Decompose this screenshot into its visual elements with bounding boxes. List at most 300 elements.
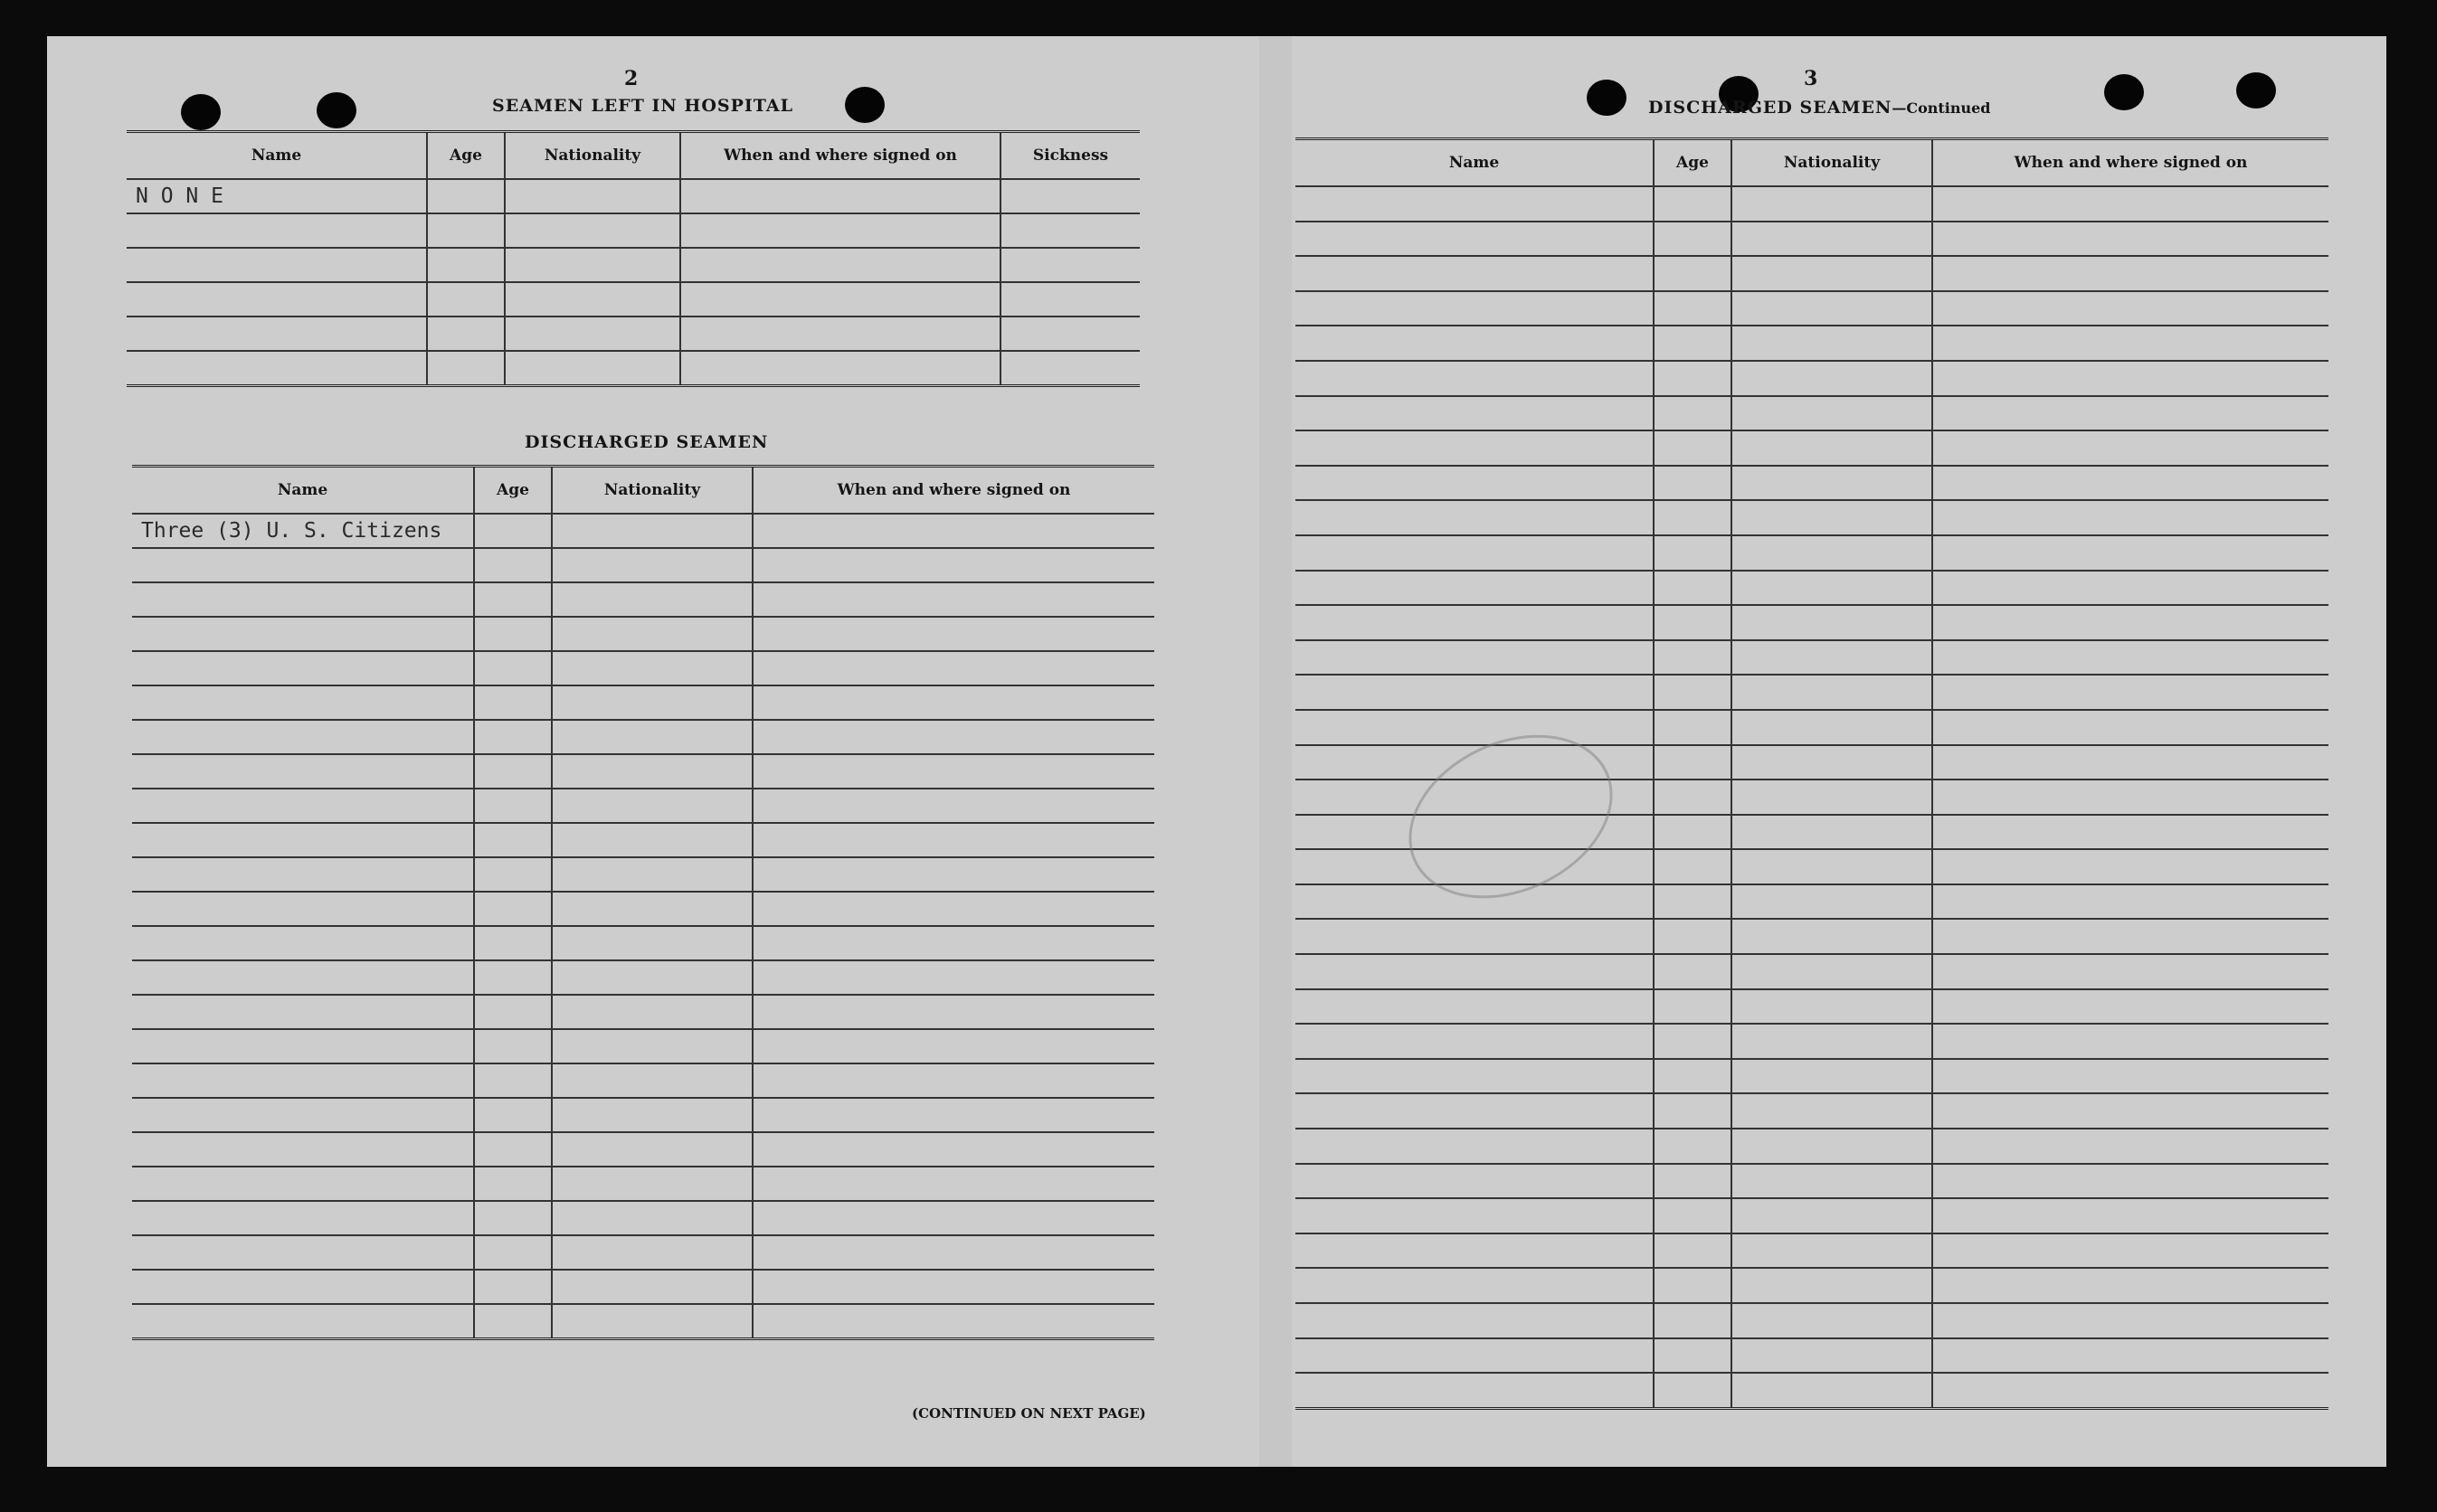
document-sheet xyxy=(47,36,2386,1467)
table-cell xyxy=(552,960,753,995)
table-cell xyxy=(1932,1024,2328,1059)
table-row xyxy=(1295,1303,2328,1338)
table-row xyxy=(1295,571,2328,606)
table-cell xyxy=(1731,919,1932,954)
table-row xyxy=(1295,186,2328,222)
table-row xyxy=(127,248,1140,282)
page-number-right: 3 xyxy=(1804,67,1818,90)
table-cell xyxy=(1932,186,2328,222)
table-cell xyxy=(1731,571,1932,606)
table-cell xyxy=(127,213,427,248)
table-cell xyxy=(1295,291,1654,326)
table-cell xyxy=(1295,919,1654,954)
table-cell xyxy=(753,960,1154,995)
punch-hole xyxy=(1587,80,1626,116)
table-cell: Three (3) U. S. Citizens xyxy=(132,514,474,548)
table-cell xyxy=(1932,1268,2328,1303)
table-cell xyxy=(132,960,474,995)
table-cell xyxy=(1731,605,1932,640)
table-cell xyxy=(552,548,753,582)
table-cell xyxy=(1654,361,1731,396)
table-cell xyxy=(552,1235,753,1270)
table-cell xyxy=(753,1270,1154,1304)
table-cell xyxy=(1731,222,1932,257)
table-cell xyxy=(1932,989,2328,1025)
table-row xyxy=(132,1167,1154,1201)
table-cell xyxy=(552,754,753,789)
table-row xyxy=(127,351,1140,386)
table-cell xyxy=(1731,326,1932,361)
table-row xyxy=(1295,640,2328,676)
table-cell xyxy=(1731,1059,1932,1094)
column-header: Name xyxy=(1295,139,1654,187)
table-cell xyxy=(1731,849,1932,884)
table-cell xyxy=(1731,675,1932,710)
table-cell xyxy=(552,1201,753,1235)
table-row xyxy=(1295,1268,2328,1303)
table-cell xyxy=(132,1029,474,1063)
table-cell xyxy=(1295,1093,1654,1129)
table-cell xyxy=(552,651,753,685)
discharged-section-title: DISCHARGED SEAMEN xyxy=(525,432,769,452)
table-cell xyxy=(1654,640,1731,676)
table-cell xyxy=(1731,466,1932,501)
table-cell xyxy=(680,179,1000,213)
table-cell xyxy=(1932,430,2328,466)
table-cell xyxy=(1731,1373,1932,1408)
table-cell xyxy=(753,789,1154,823)
table-cell xyxy=(1654,430,1731,466)
table-cell xyxy=(1731,500,1932,535)
table-cell xyxy=(1932,1338,2328,1374)
table-cell xyxy=(1932,361,2328,396)
table-cell xyxy=(1731,780,1932,815)
table-cell xyxy=(1295,675,1654,710)
table-cell xyxy=(1654,989,1731,1025)
table-cell xyxy=(552,1063,753,1098)
table-cell xyxy=(1654,571,1731,606)
column-header: Name xyxy=(132,467,474,515)
table-cell xyxy=(1932,1373,2328,1408)
table-cell xyxy=(753,754,1154,789)
table-row xyxy=(132,789,1154,823)
table-cell xyxy=(1731,989,1932,1025)
discharged-continued-main: DISCHARGED SEAMEN xyxy=(1648,98,1892,118)
table-cell xyxy=(474,1029,552,1063)
table-cell xyxy=(505,213,680,248)
table-cell xyxy=(1731,1303,1932,1338)
discharged-continued-title xyxy=(1648,98,1990,118)
table-cell xyxy=(1295,710,1654,745)
table-cell xyxy=(1932,640,2328,676)
table-cell xyxy=(1295,186,1654,222)
table-cell xyxy=(1932,256,2328,291)
table-cell xyxy=(1295,605,1654,640)
table-row xyxy=(132,1235,1154,1270)
table-cell xyxy=(1654,1338,1731,1374)
table-cell xyxy=(1932,396,2328,431)
table-cell xyxy=(1932,500,2328,535)
table-cell xyxy=(1731,256,1932,291)
table-row xyxy=(1295,291,2328,326)
punch-hole xyxy=(2236,72,2276,109)
table-row xyxy=(1295,396,2328,431)
table-row xyxy=(132,720,1154,754)
table-cell xyxy=(552,1304,753,1339)
table-row xyxy=(1295,1338,2328,1374)
table-cell xyxy=(753,857,1154,892)
table-row xyxy=(1295,675,2328,710)
table-row xyxy=(1295,466,2328,501)
column-header: Sickness xyxy=(1000,132,1140,180)
table-cell xyxy=(753,514,1154,548)
table-cell xyxy=(1295,466,1654,501)
table-cell xyxy=(1932,849,2328,884)
table-cell xyxy=(1295,1303,1654,1338)
table-cell xyxy=(753,617,1154,651)
table-cell xyxy=(1932,326,2328,361)
table-cell xyxy=(753,1235,1154,1270)
table-cell xyxy=(1295,1024,1654,1059)
table-cell xyxy=(132,582,474,617)
table-cell xyxy=(1654,1164,1731,1199)
table-cell xyxy=(427,351,505,386)
table-cell xyxy=(1654,1129,1731,1164)
table-row xyxy=(127,213,1140,248)
table-row xyxy=(132,754,1154,789)
table-cell xyxy=(753,720,1154,754)
table-row xyxy=(1295,1198,2328,1233)
table-cell xyxy=(753,1029,1154,1063)
table-cell xyxy=(1731,640,1932,676)
table-cell xyxy=(1731,186,1932,222)
table-cell xyxy=(474,995,552,1029)
table-cell xyxy=(132,789,474,823)
table-cell xyxy=(1654,675,1731,710)
column-header: When and where signed on xyxy=(680,132,1000,180)
table-row xyxy=(1295,535,2328,571)
table-cell xyxy=(1654,849,1731,884)
table-row xyxy=(127,317,1140,351)
table-cell xyxy=(1932,605,2328,640)
table-cell xyxy=(552,514,753,548)
table-row xyxy=(132,960,1154,995)
table-cell xyxy=(132,1098,474,1132)
table-cell xyxy=(132,926,474,960)
table-cell xyxy=(1295,1338,1654,1374)
table-cell xyxy=(1731,1338,1932,1374)
table-cell xyxy=(1000,179,1140,213)
table-cell xyxy=(1295,1164,1654,1199)
table-cell xyxy=(1731,1233,1932,1269)
table-row xyxy=(1295,430,2328,466)
table-cell xyxy=(1731,1164,1932,1199)
table-cell xyxy=(427,248,505,282)
table-cell xyxy=(753,548,1154,582)
table-cell xyxy=(552,1132,753,1167)
table-row xyxy=(1295,954,2328,989)
table-cell xyxy=(474,1098,552,1132)
table-cell xyxy=(1654,1093,1731,1129)
table-cell xyxy=(127,248,427,282)
table-cell xyxy=(474,617,552,651)
table-row xyxy=(127,179,1140,213)
table-row xyxy=(132,823,1154,857)
table-cell xyxy=(474,1201,552,1235)
table-cell xyxy=(552,1270,753,1304)
table-cell xyxy=(474,823,552,857)
table-cell xyxy=(753,582,1154,617)
table-cell xyxy=(127,351,427,386)
discharged-table xyxy=(132,465,1154,1340)
table-cell xyxy=(680,248,1000,282)
table-row xyxy=(1295,1024,2328,1059)
table-cell xyxy=(1731,815,1932,850)
table-cell xyxy=(552,617,753,651)
table-cell xyxy=(132,823,474,857)
table-cell xyxy=(1295,1059,1654,1094)
table-cell xyxy=(1654,326,1731,361)
table-cell xyxy=(1932,884,2328,920)
table-row xyxy=(1295,500,2328,535)
table-cell xyxy=(1295,640,1654,676)
table-cell xyxy=(753,1167,1154,1201)
table-cell xyxy=(1295,222,1654,257)
table-row xyxy=(132,582,1154,617)
table-row xyxy=(132,995,1154,1029)
table-cell xyxy=(1932,1303,2328,1338)
table-cell xyxy=(1932,466,2328,501)
table-cell xyxy=(132,548,474,582)
table-cell xyxy=(1654,780,1731,815)
table-cell xyxy=(680,282,1000,317)
table-row xyxy=(132,892,1154,926)
table-cell xyxy=(132,1167,474,1201)
table-cell xyxy=(1731,291,1932,326)
table-cell xyxy=(552,789,753,823)
table-cell xyxy=(552,892,753,926)
table-cell xyxy=(474,754,552,789)
table-cell xyxy=(505,317,680,351)
table-cell xyxy=(1295,1268,1654,1303)
table-cell xyxy=(127,317,427,351)
table-cell xyxy=(1654,1268,1731,1303)
discharged-continued-suffix: —Continued xyxy=(1892,99,1991,117)
table-cell xyxy=(474,892,552,926)
table-cell xyxy=(474,514,552,548)
table-cell xyxy=(1295,500,1654,535)
table-cell xyxy=(474,548,552,582)
table-cell xyxy=(474,1132,552,1167)
table-cell xyxy=(1654,396,1731,431)
table-cell xyxy=(753,1098,1154,1132)
table-row xyxy=(132,1098,1154,1132)
table-cell xyxy=(1000,282,1140,317)
page-gutter xyxy=(1259,36,1292,1467)
table-row xyxy=(1295,1373,2328,1408)
punch-hole xyxy=(2104,74,2144,110)
table-cell xyxy=(505,351,680,386)
table-row xyxy=(127,282,1140,317)
table-cell xyxy=(474,1063,552,1098)
table-cell xyxy=(1731,1198,1932,1233)
table-row xyxy=(132,1270,1154,1304)
table-cell xyxy=(1731,745,1932,780)
table-cell xyxy=(1731,1093,1932,1129)
table-cell xyxy=(1654,884,1731,920)
table-cell xyxy=(427,317,505,351)
table-cell xyxy=(753,685,1154,720)
table-row xyxy=(1295,1164,2328,1199)
table-cell xyxy=(1932,1093,2328,1129)
table-cell xyxy=(474,582,552,617)
table-row xyxy=(132,857,1154,892)
table-row xyxy=(132,514,1154,548)
table-cell xyxy=(132,720,474,754)
table-cell xyxy=(132,1201,474,1235)
table-cell xyxy=(474,720,552,754)
table-row xyxy=(132,926,1154,960)
table-cell xyxy=(1654,535,1731,571)
table-cell xyxy=(1932,1198,2328,1233)
table-row xyxy=(132,651,1154,685)
table-cell xyxy=(1932,780,2328,815)
column-header: Age xyxy=(474,467,552,515)
table-cell xyxy=(1000,213,1140,248)
table-cell xyxy=(1295,1198,1654,1233)
hospital-table xyxy=(127,130,1140,387)
table-cell xyxy=(1654,1024,1731,1059)
column-header: Nationality xyxy=(1731,139,1932,187)
table-cell xyxy=(1932,815,2328,850)
table-cell xyxy=(1654,1303,1731,1338)
table-cell xyxy=(132,995,474,1029)
table-cell xyxy=(552,582,753,617)
table-cell xyxy=(1731,430,1932,466)
table-row xyxy=(132,548,1154,582)
table-cell xyxy=(474,685,552,720)
column-header: Nationality xyxy=(505,132,680,180)
table-cell xyxy=(505,179,680,213)
table-cell xyxy=(1000,248,1140,282)
table-cell xyxy=(753,823,1154,857)
table-cell xyxy=(552,685,753,720)
table-row xyxy=(1295,1059,2328,1094)
table-cell xyxy=(1295,989,1654,1025)
table-cell xyxy=(132,1132,474,1167)
table-cell xyxy=(132,754,474,789)
table-row xyxy=(132,1063,1154,1098)
table-cell xyxy=(1295,535,1654,571)
table-cell xyxy=(1932,1129,2328,1164)
table-row xyxy=(1295,1093,2328,1129)
table-cell xyxy=(132,857,474,892)
table-cell xyxy=(1932,710,2328,745)
table-cell xyxy=(1932,745,2328,780)
table-cell xyxy=(1932,1233,2328,1269)
table-cell xyxy=(1654,291,1731,326)
table-cell xyxy=(552,926,753,960)
table-row xyxy=(132,1304,1154,1339)
table-cell xyxy=(1731,361,1932,396)
table-cell xyxy=(1932,675,2328,710)
page-number-left: 2 xyxy=(624,67,639,90)
table-cell xyxy=(1932,1164,2328,1199)
table-cell xyxy=(132,1063,474,1098)
table-row xyxy=(1295,1129,2328,1164)
table-cell xyxy=(1932,954,2328,989)
table-cell xyxy=(474,1235,552,1270)
table-cell xyxy=(1932,571,2328,606)
table-cell xyxy=(1731,1129,1932,1164)
hospital-section-title: SEAMEN LEFT IN HOSPITAL xyxy=(492,96,793,116)
punch-hole xyxy=(317,92,356,128)
table-cell xyxy=(1654,186,1731,222)
table-cell xyxy=(1295,361,1654,396)
table-cell xyxy=(1731,884,1932,920)
table-cell xyxy=(753,1304,1154,1339)
table-cell xyxy=(1654,815,1731,850)
table-row xyxy=(132,685,1154,720)
table-cell xyxy=(552,720,753,754)
table-cell xyxy=(474,960,552,995)
table-cell xyxy=(132,651,474,685)
table-cell xyxy=(1932,1059,2328,1094)
table-cell xyxy=(1731,954,1932,989)
table-cell xyxy=(132,1235,474,1270)
table-cell xyxy=(1654,256,1731,291)
table-cell xyxy=(1000,351,1140,386)
table-cell xyxy=(1654,1233,1731,1269)
table-cell xyxy=(1654,222,1731,257)
table-cell xyxy=(1654,605,1731,640)
table-row xyxy=(1295,710,2328,745)
table-cell xyxy=(1654,710,1731,745)
column-header: Age xyxy=(427,132,505,180)
table-cell xyxy=(552,1029,753,1063)
table-cell xyxy=(753,651,1154,685)
table-cell xyxy=(1731,535,1932,571)
table-cell xyxy=(1295,1373,1654,1408)
table-cell xyxy=(1295,326,1654,361)
table-cell xyxy=(1731,710,1932,745)
table-row xyxy=(132,1029,1154,1063)
table-cell xyxy=(680,351,1000,386)
column-header: Nationality xyxy=(552,467,753,515)
continued-note: (CONTINUED ON NEXT PAGE) xyxy=(912,1405,1146,1422)
table-cell xyxy=(132,685,474,720)
table-row xyxy=(132,617,1154,651)
table-cell xyxy=(1654,954,1731,989)
punch-hole xyxy=(845,87,885,123)
table-cell xyxy=(753,1132,1154,1167)
table-cell xyxy=(1295,256,1654,291)
table-cell xyxy=(474,1270,552,1304)
table-cell xyxy=(552,995,753,1029)
table-cell: N O N E xyxy=(127,179,427,213)
table-cell xyxy=(1654,1059,1731,1094)
table-row xyxy=(1295,989,2328,1025)
table-cell xyxy=(1932,919,2328,954)
column-header: Age xyxy=(1654,139,1731,187)
table-cell xyxy=(505,248,680,282)
table-cell xyxy=(1654,1373,1731,1408)
table-cell xyxy=(552,823,753,857)
table-cell xyxy=(1654,500,1731,535)
table-cell xyxy=(1295,571,1654,606)
table-row xyxy=(1295,361,2328,396)
table-cell xyxy=(427,282,505,317)
